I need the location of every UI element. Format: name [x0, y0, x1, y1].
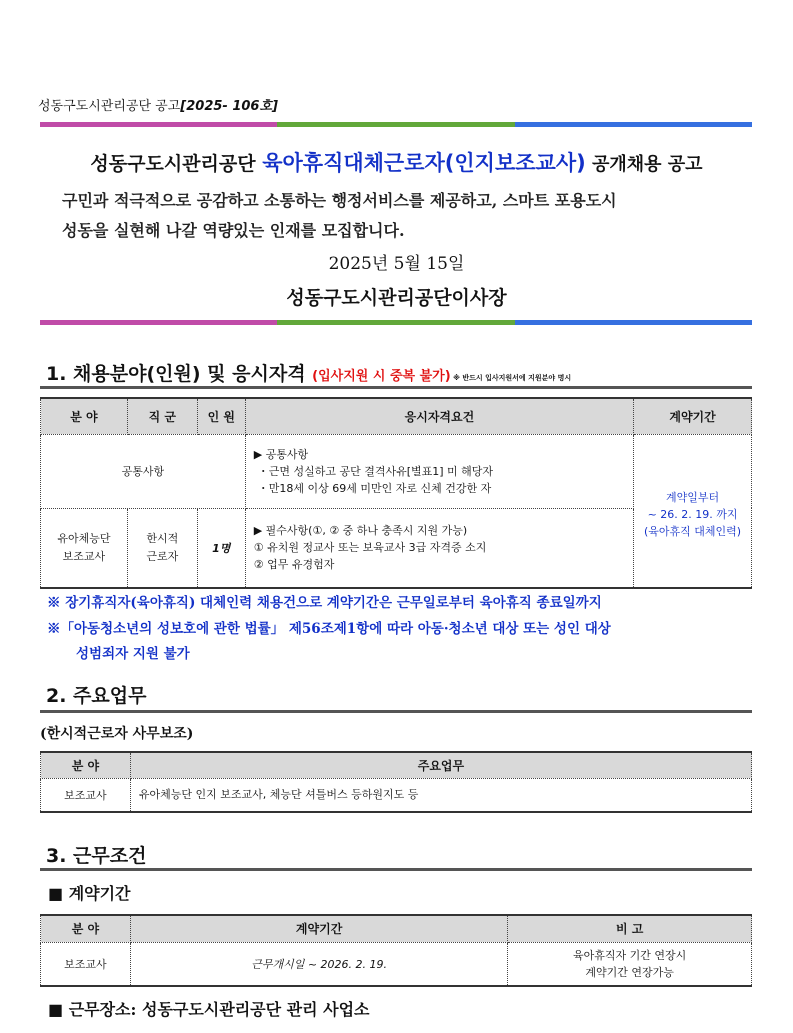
table-row: [41, 942, 752, 986]
header-field: 분 야: [41, 398, 128, 434]
intro-line-1: 구민과 적극적으로 공감하고 소통하는 행정서비스를 제공하고, 스마트 포용도시: [62, 191, 617, 210]
section2-rule: [40, 710, 752, 713]
section3-heading: 3. 근무조건: [46, 845, 147, 867]
header-group: 직 군: [127, 398, 197, 434]
notice-num: [2025- 106호]: [180, 99, 278, 114]
section1-heading: 1. 채용분야(인원) 및 응시자격 (입사지원 시 중복 불가) ※ 반드시 입사지원서에 지원분야 명시: [46, 363, 572, 385]
table-header-row: [41, 915, 752, 942]
section1-warn-close: ): [444, 369, 451, 384]
section1-warn-open: (: [312, 369, 319, 384]
header-count: 인 원: [197, 398, 245, 434]
period-table: [40, 914, 752, 987]
duty-field: 보조교사: [41, 778, 131, 812]
notice-prefix: 성동구도시관리공단 공고: [38, 99, 181, 114]
section2-heading: 2. 주요업무: [46, 685, 147, 707]
header-period: 계약기간: [634, 398, 752, 434]
duty-text: 유아체능단 인지 보조교사, 체능단 셔틀버스 등하원지도 등: [130, 778, 751, 812]
table-header-row: [41, 398, 752, 434]
title-position: 육아휴직대체근로자(인지보조교사): [262, 151, 586, 175]
field-cell: 유아체능단 보조교사: [41, 508, 128, 588]
note-2-cont: 성범죄자 지원 불가: [76, 646, 190, 662]
section1-tiny-note: ※ 반드시 입사지원서에 지원분야 명시: [450, 374, 572, 382]
table-header-row: [41, 752, 752, 778]
page-title: [0, 147, 793, 177]
table-row: [41, 434, 752, 508]
header-requirements: 응시자격요건: [245, 398, 633, 434]
note-1: ※ 장기휴직자(육아휴직) 대체인력 채용건으로 계약기간은 근무일로부터 육아휴직 종료일까지: [47, 595, 602, 611]
table-row: [41, 778, 752, 812]
section1-rule: [40, 386, 752, 389]
intro-text: [62, 186, 742, 246]
contract-period-cell: 계약일부터 ~ 26. 2. 19. 까지 (육아휴직 대체인력): [634, 434, 752, 588]
required-requirements: ▶ 필수사항(①, ② 중 하나 충족시 지원 가능) ① 유치원 정교사 또는 보육교사 3급 자격증 소지 ② 업무 유경험자: [245, 508, 633, 588]
header-remark: 비 고: [508, 915, 752, 942]
title-suffix: 공개채용 공고: [585, 154, 703, 175]
color-divider-top: [40, 122, 752, 127]
section3-sub-period: ■ 계약기간: [48, 884, 131, 903]
section3-rule: [40, 868, 752, 871]
recruit-table: [40, 397, 752, 589]
title-org: 성동구도시관리공단: [90, 153, 263, 175]
common-label: 공통사항: [41, 434, 246, 508]
notice-date: 2025년 5월 15일: [328, 254, 465, 274]
period-remark: 육아휴직자 기간 연장시 계약기간 연장가능: [508, 942, 752, 986]
section3-sub-location: ■ 근무장소: 성동구도시관리공단 관리 사업소: [48, 1000, 370, 1019]
period-field: 보조교사: [41, 942, 131, 986]
header-period: 계약기간: [130, 915, 507, 942]
group-cell: 한시적 근로자: [127, 508, 197, 588]
count-cell: 1명: [197, 508, 245, 588]
common-requirements: ▶ 공통사항 ・근면 성실하고 공단 결격사유[별표1] 미 해당자 ・만18세 이상 69세 미만인 자로 신체 건강한 자: [245, 434, 633, 508]
period-value: 근무개시일 ~ 2026. 2. 19.: [130, 942, 507, 986]
signer: 성동구도시관리공단이사장: [286, 287, 507, 309]
intro-line-2: 성동을 실현해 나갈 역량있는 인재를 모집합니다.: [62, 221, 405, 240]
section1-warning: 입사지원 시 중복 불가: [318, 369, 445, 384]
duty-table: [40, 751, 752, 813]
section2-sub: (한시적근로자 사무보조): [40, 726, 194, 742]
notice-number: [38, 95, 278, 114]
header-field: 분 야: [41, 752, 131, 778]
header-field: 분 야: [41, 915, 131, 942]
header-duty: 주요업무: [130, 752, 751, 778]
color-divider-bottom: [40, 320, 752, 325]
note-2: ※「아동청소년의 성보호에 관한 법률」 제56조제1항에 따라 아동·청소년 대상 또는 성인 대상: [47, 621, 611, 637]
